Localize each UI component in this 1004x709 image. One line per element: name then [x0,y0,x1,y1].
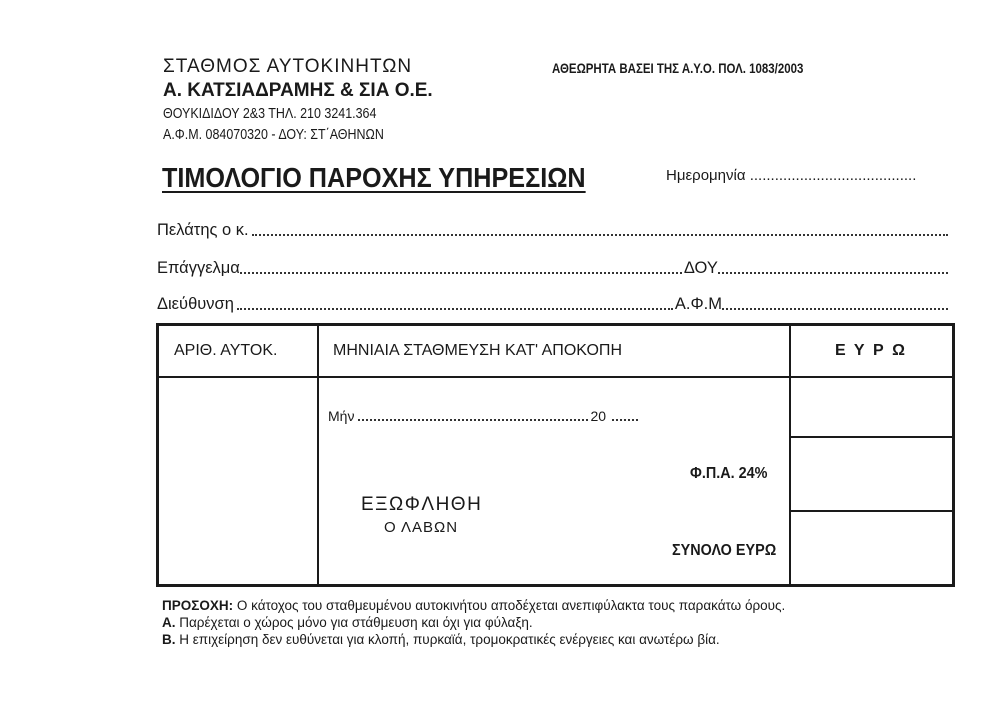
term-b [162,632,720,647]
company-owner: Α. ΚΑΤΣΙΑΔΡΑΜΗΣ & ΣΙΑ Ο.Ε. [163,80,433,101]
customer-label: Πελάτης ο κ. [157,221,249,239]
company-tax-info: Α.Φ.Μ. 084070320 - ΔΟΥ: ΣΤ΄ΑΘΗΝΩΝ [163,127,384,143]
table-divider-1 [317,326,319,584]
term-a [162,615,533,630]
document-title: ΤΙΜΟΛΟΓΙΟ ΠΑΡΟΧΗΣ ΥΠΗΡΕΣΙΩΝ [162,162,586,193]
car-number-cell[interactable] [159,378,317,584]
amount-cell[interactable] [791,378,952,436]
term-b-text: Η επιχείρηση δεν ευθύνεται για κλοπή, πυρκαϊά, τρομοκρατικές ενέργειες και ανωτέρω βία. [175,632,720,647]
header-euro: Ε Υ Ρ Ω [835,342,907,359]
profession-row [157,256,950,278]
total-label: ΣΥΝΟΛΟ ΕΥΡΩ [672,542,777,559]
service-table [156,323,955,587]
company-address: ΘΟΥΚΙΔΙΔΟΥ 2&3 ΤΗΛ. 210 3241.364 [163,106,377,122]
total-amount-cell[interactable] [791,512,952,584]
warning-label: ΠΡΟΣΟΧΗ: [162,598,234,613]
address-row [157,292,950,314]
doy-dotted-line[interactable] [718,272,948,274]
profession-dotted-line[interactable] [240,272,682,274]
month-dotted-line [358,419,588,421]
header-description: ΜΗΝΙΑΙΑ ΣΤΑΘΜΕΥΣΗ ΚΑΤ' ΑΠΟΚΟΠΗ [333,342,623,359]
customer-field[interactable] [157,218,950,240]
afm-label: Α.Φ.Μ [674,295,722,313]
year-dotted-line [612,419,638,421]
address-dotted-line[interactable] [237,308,673,310]
company-name: ΣΤΑΘΜΟΣ ΑΥΤΟΚΙΝΗΤΩΝ [163,56,413,77]
year-label: 20 [590,408,607,424]
afm-dotted-line[interactable] [722,308,948,310]
header-car-number: ΑΡΙΘ. ΑΥΤΟΚ. [174,342,278,359]
vat-label: Φ.Π.Α. 24% [690,465,768,482]
customer-dotted-line [252,234,948,236]
paid-label: ΕΞΩΦΛΗΘΗ [361,494,483,515]
term-b-label: Β. [162,632,176,647]
warning-text: Ο κάτοχος του σταθμευμένου αυτοκινήτου αποδέχεται ανεπιφύλακτα τους παρακάτω όρους. [233,598,786,613]
vat-amount-cell[interactable] [791,438,952,510]
month-label: Μήν [328,408,355,424]
receiver-label: Ο ΛΑΒΩΝ [384,519,459,536]
doy-label: ΔΟΥ [683,259,718,277]
warning-note [162,598,785,613]
month-line[interactable] [328,408,653,424]
term-a-text: Παρέχεται ο χώρος μόνο για στάθμευση και όχι για φύλαξη. [175,615,533,630]
address-label: Διεύθυνση [157,295,234,313]
profession-label: Επάγγελμα [157,259,240,277]
date-field[interactable]: Ημερομηνία ........................................ [666,167,917,184]
exemption-note: ΑΘΕΩΡΗΤΑ ΒΑΣΕΙ ΤΗΣ Α.Υ.Ο. ΠΟΛ. 1083/2003 [552,60,804,76]
term-a-label: Α. [162,615,176,630]
